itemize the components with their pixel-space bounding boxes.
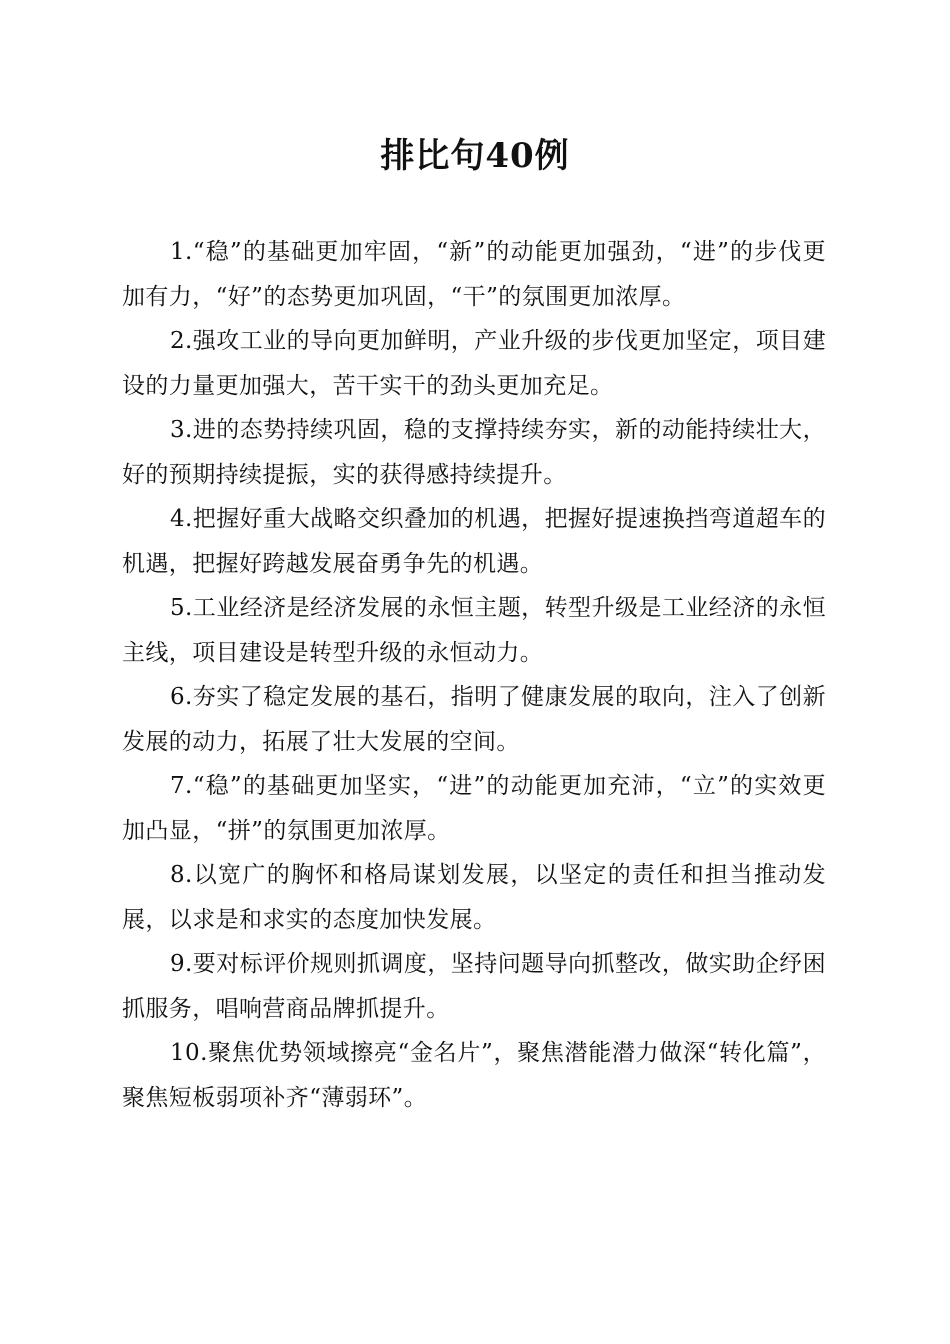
document-title: 排比句40例 xyxy=(380,136,570,176)
document-body xyxy=(122,230,826,1120)
paragraph-8: 8.以宽广的胸怀和格局谋划发展，以坚定的责任和担当推动发展，以求是和求实的态度加快发展。 xyxy=(122,862,826,933)
paragraph-3: 3.进的态势持续巩固，稳的支撑持续夯实，新的动能持续壮大，好的预期持续提振，实的获得感持续提升。 xyxy=(122,417,826,488)
paragraph-10: 10.聚焦优势领域擦亮“金名片”，聚焦潜能潜力做深“转化篇”，聚焦短板弱项补齐“薄弱环”。 xyxy=(122,1040,826,1111)
paragraph-6: 6.夯实了稳定发展的基石，指明了健康发展的取向，注入了创新发展的动力，拓展了壮大发展的空间。 xyxy=(122,684,826,755)
paragraph-1: 1.“稳”的基础更加牢固，“新”的动能更加强劲，“进”的步伐更加有力，“好”的态势更加巩固，“干”的氛围更加浓厚。 xyxy=(122,239,826,310)
paragraph-9: 9.要对标评价规则抓调度，坚持问题导向抓整改，做实助企纾困抓服务，唱响营商品牌抓提升。 xyxy=(122,951,826,1022)
paragraph-4: 4.把握好重大战略交织叠加的机遇，把握好提速换挡弯道超车的机遇，把握好跨越发展奋勇争先的机遇。 xyxy=(122,506,826,577)
paragraph-7: 7.“稳”的基础更加坚实，“进”的动能更加充沛，“立”的实效更加凸显，“拼”的氛围更加浓厚。 xyxy=(122,773,826,844)
paragraph-2: 2.强攻工业的导向更加鲜明，产业升级的步伐更加坚定，项目建设的力量更加强大，苦干实干的劲头更加充足。 xyxy=(122,328,826,399)
paragraph-5: 5.工业经济是经济发展的永恒主题，转型升级是工业经济的永恒主线，项目建设是转型升级的永恒动力。 xyxy=(122,595,826,666)
